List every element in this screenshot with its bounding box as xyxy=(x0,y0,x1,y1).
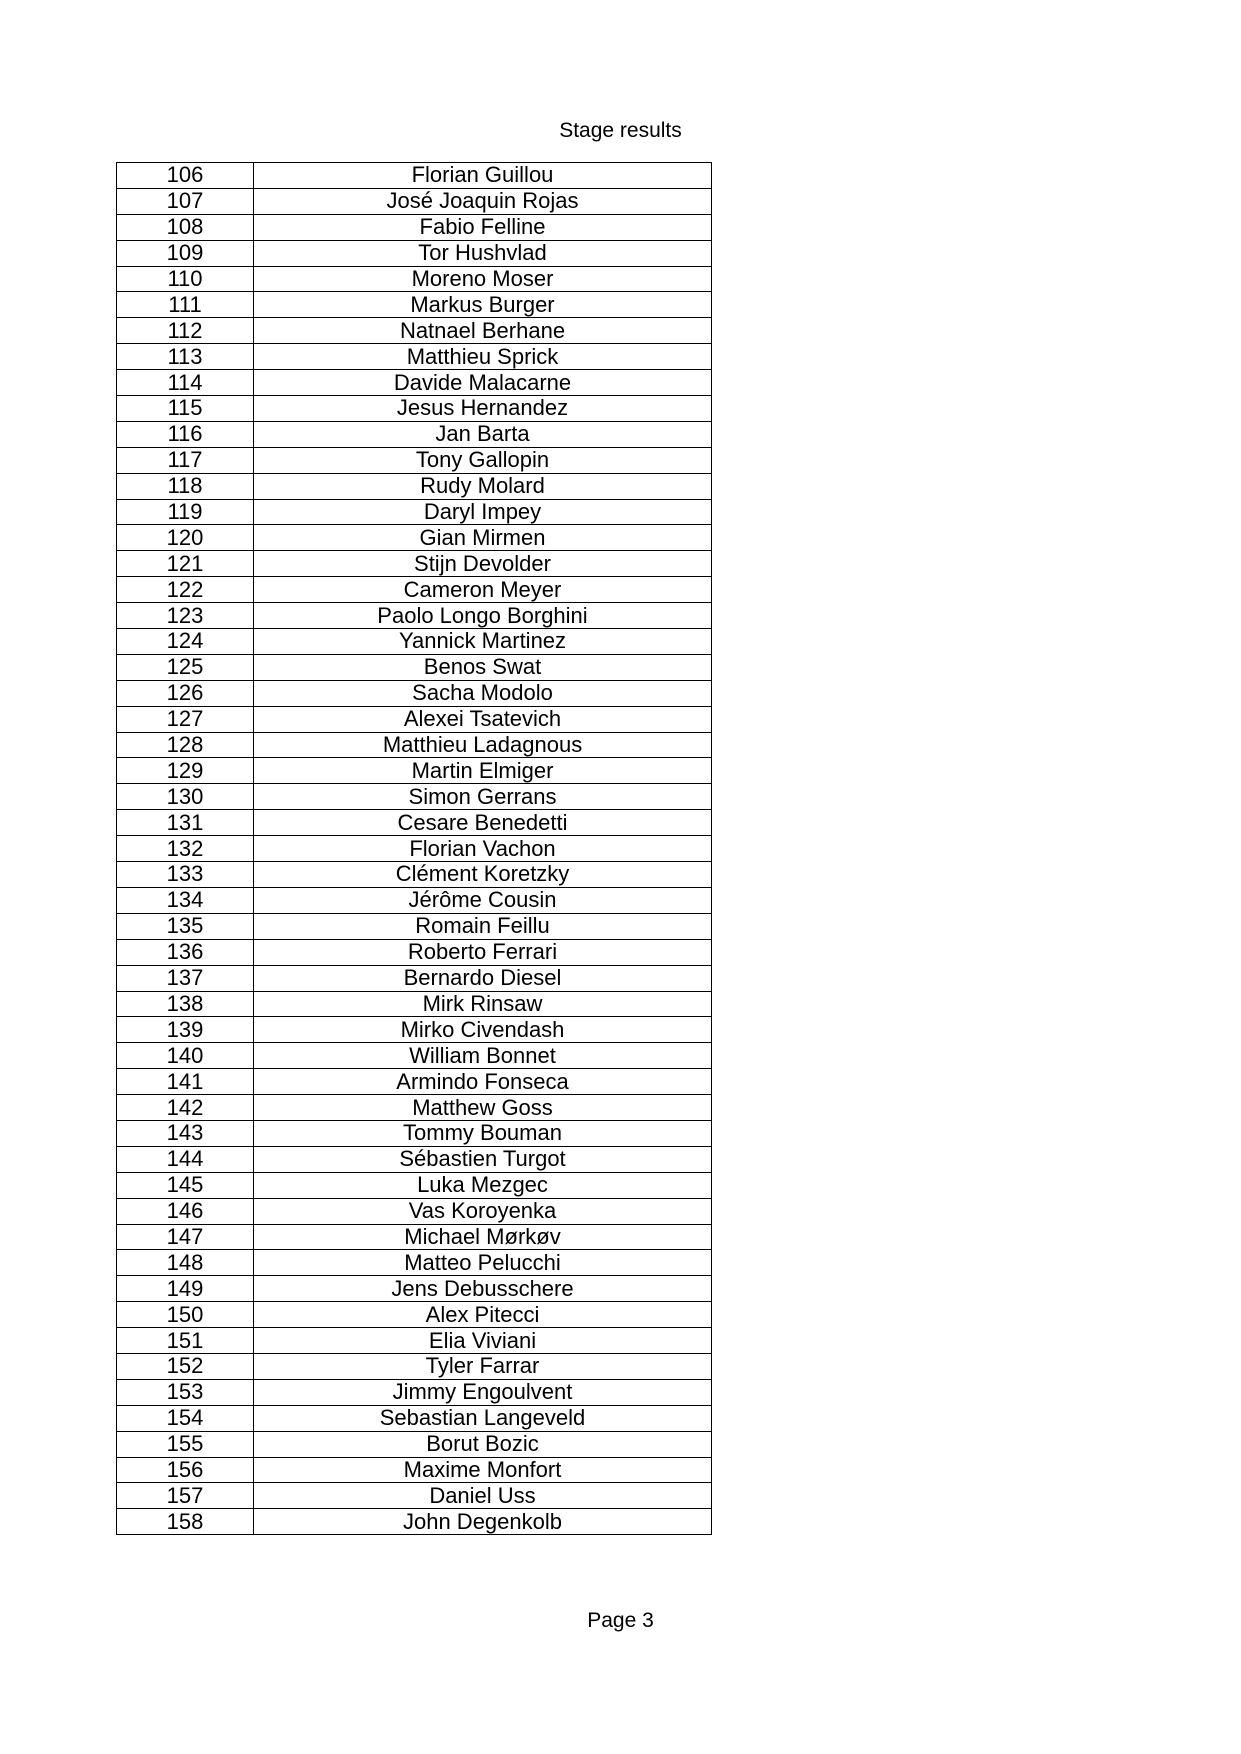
rider-name: Mirko Civendash xyxy=(254,1017,712,1043)
rider-rank: 111 xyxy=(117,292,254,318)
table-row xyxy=(117,654,712,680)
rider-name: Cameron Meyer xyxy=(254,577,712,603)
rider-rank: 142 xyxy=(117,1095,254,1121)
rider-rank: 129 xyxy=(117,758,254,784)
rider-name: Davide Malacarne xyxy=(254,370,712,396)
rider-name: Matthew Goss xyxy=(254,1095,712,1121)
rider-rank: 156 xyxy=(117,1457,254,1483)
table-row xyxy=(117,163,712,189)
rider-rank: 114 xyxy=(117,370,254,396)
rider-name: Rudy Molard xyxy=(254,473,712,499)
table-row xyxy=(117,318,712,344)
rider-rank: 148 xyxy=(117,1250,254,1276)
rider-rank: 127 xyxy=(117,706,254,732)
stage-results-table xyxy=(116,162,712,1535)
rider-name: Tor Hushvlad xyxy=(254,240,712,266)
table-row xyxy=(117,784,712,810)
table-row xyxy=(117,810,712,836)
rider-rank: 147 xyxy=(117,1224,254,1250)
rider-rank: 143 xyxy=(117,1120,254,1146)
table-row xyxy=(117,1405,712,1431)
table-row xyxy=(117,1483,712,1509)
rider-name: Romain Feillu xyxy=(254,913,712,939)
rider-rank: 124 xyxy=(117,629,254,655)
rider-name: Stijn Devolder xyxy=(254,551,712,577)
rider-name: Borut Bozic xyxy=(254,1431,712,1457)
rider-rank: 108 xyxy=(117,214,254,240)
table-row xyxy=(117,629,712,655)
rider-name: Luka Mezgec xyxy=(254,1172,712,1198)
rider-rank: 145 xyxy=(117,1172,254,1198)
rider-name: Benos Swat xyxy=(254,654,712,680)
rider-name: Alexei Tsatevich xyxy=(254,706,712,732)
rider-name: Alex Pitecci xyxy=(254,1302,712,1328)
rider-rank: 106 xyxy=(117,163,254,189)
table-row xyxy=(117,680,712,706)
rider-rank: 146 xyxy=(117,1198,254,1224)
rider-name: Sacha Modolo xyxy=(254,680,712,706)
rider-name: Tony Gallopin xyxy=(254,447,712,473)
rider-name: Jens Debusschere xyxy=(254,1276,712,1302)
rider-name: Jérôme Cousin xyxy=(254,887,712,913)
table-row xyxy=(117,214,712,240)
rider-name: Simon Gerrans xyxy=(254,784,712,810)
table-row xyxy=(117,913,712,939)
rider-rank: 122 xyxy=(117,577,254,603)
stage-results-table-body xyxy=(117,163,712,1535)
rider-name: Yannick Martinez xyxy=(254,629,712,655)
rider-rank: 153 xyxy=(117,1379,254,1405)
rider-rank: 130 xyxy=(117,784,254,810)
table-row xyxy=(117,1379,712,1405)
table-row xyxy=(117,499,712,525)
rider-rank: 150 xyxy=(117,1302,254,1328)
table-row xyxy=(117,1224,712,1250)
table-row xyxy=(117,473,712,499)
rider-rank: 132 xyxy=(117,836,254,862)
rider-rank: 117 xyxy=(117,447,254,473)
rider-name: Tyler Farrar xyxy=(254,1353,712,1379)
table-row xyxy=(117,525,712,551)
table-row xyxy=(117,939,712,965)
rider-rank: 149 xyxy=(117,1276,254,1302)
table-row xyxy=(117,965,712,991)
rider-rank: 155 xyxy=(117,1431,254,1457)
rider-name: José Joaquin Rojas xyxy=(254,188,712,214)
table-row xyxy=(117,370,712,396)
rider-rank: 118 xyxy=(117,473,254,499)
rider-name: Mirk Rinsaw xyxy=(254,991,712,1017)
rider-rank: 137 xyxy=(117,965,254,991)
rider-rank: 134 xyxy=(117,887,254,913)
table-row xyxy=(117,706,712,732)
table-row xyxy=(117,1457,712,1483)
rider-rank: 152 xyxy=(117,1353,254,1379)
table-row xyxy=(117,1328,712,1354)
page-footer: Page 3 xyxy=(587,1609,654,1632)
table-row xyxy=(117,603,712,629)
rider-rank: 120 xyxy=(117,525,254,551)
rider-name: Sébastien Turgot xyxy=(254,1146,712,1172)
rider-name: Florian Guillou xyxy=(254,163,712,189)
table-row xyxy=(117,1509,712,1535)
table-row xyxy=(117,1146,712,1172)
rider-name: Tommy Bouman xyxy=(254,1120,712,1146)
table-row xyxy=(117,1120,712,1146)
page-title: Stage results xyxy=(559,119,682,142)
rider-rank: 119 xyxy=(117,499,254,525)
rider-name: Jimmy Engoulvent xyxy=(254,1379,712,1405)
table-row xyxy=(117,1198,712,1224)
rider-rank: 139 xyxy=(117,1017,254,1043)
rider-name: Vas Koroyenka xyxy=(254,1198,712,1224)
rider-rank: 116 xyxy=(117,421,254,447)
table-row xyxy=(117,240,712,266)
rider-rank: 133 xyxy=(117,862,254,888)
rider-name: William Bonnet xyxy=(254,1043,712,1069)
rider-name: Martin Elmiger xyxy=(254,758,712,784)
table-row xyxy=(117,758,712,784)
rider-name: Markus Burger xyxy=(254,292,712,318)
rider-rank: 109 xyxy=(117,240,254,266)
rider-name: Matteo Pelucchi xyxy=(254,1250,712,1276)
rider-rank: 158 xyxy=(117,1509,254,1535)
table-row xyxy=(117,1302,712,1328)
table-row xyxy=(117,1069,712,1095)
table-row xyxy=(117,551,712,577)
table-row xyxy=(117,396,712,422)
rider-name: John Degenkolb xyxy=(254,1509,712,1535)
rider-name: Jesus Hernandez xyxy=(254,396,712,422)
rider-name: Michael Mørkøv xyxy=(254,1224,712,1250)
table-row xyxy=(117,577,712,603)
rider-rank: 136 xyxy=(117,939,254,965)
table-row xyxy=(117,732,712,758)
rider-name: Fabio Felline xyxy=(254,214,712,240)
table-row xyxy=(117,1276,712,1302)
rider-name: Natnael Berhane xyxy=(254,318,712,344)
rider-name: Florian Vachon xyxy=(254,836,712,862)
rider-name: Clément Koretzky xyxy=(254,862,712,888)
table-row xyxy=(117,1043,712,1069)
rider-name: Paolo Longo Borghini xyxy=(254,603,712,629)
rider-name: Matthieu Sprick xyxy=(254,344,712,370)
table-row xyxy=(117,991,712,1017)
rider-rank: 144 xyxy=(117,1146,254,1172)
rider-rank: 154 xyxy=(117,1405,254,1431)
rider-name: Maxime Monfort xyxy=(254,1457,712,1483)
rider-rank: 151 xyxy=(117,1328,254,1354)
rider-name: Jan Barta xyxy=(254,421,712,447)
rider-name: Daniel Uss xyxy=(254,1483,712,1509)
rider-rank: 138 xyxy=(117,991,254,1017)
table-row xyxy=(117,836,712,862)
rider-rank: 128 xyxy=(117,732,254,758)
rider-name: Gian Mirmen xyxy=(254,525,712,551)
table-row xyxy=(117,1353,712,1379)
rider-name: Cesare Benedetti xyxy=(254,810,712,836)
rider-rank: 113 xyxy=(117,344,254,370)
table-row xyxy=(117,447,712,473)
rider-name: Daryl Impey xyxy=(254,499,712,525)
rider-rank: 115 xyxy=(117,396,254,422)
table-row xyxy=(117,292,712,318)
rider-name: Sebastian Langeveld xyxy=(254,1405,712,1431)
rider-rank: 110 xyxy=(117,266,254,292)
table-row xyxy=(117,188,712,214)
table-row xyxy=(117,1172,712,1198)
table-row xyxy=(117,1017,712,1043)
rider-name: Armindo Fonseca xyxy=(254,1069,712,1095)
rider-rank: 135 xyxy=(117,913,254,939)
rider-name: Moreno Moser xyxy=(254,266,712,292)
rider-name: Matthieu Ladagnous xyxy=(254,732,712,758)
table-row xyxy=(117,1095,712,1121)
rider-name: Roberto Ferrari xyxy=(254,939,712,965)
rider-rank: 107 xyxy=(117,188,254,214)
rider-rank: 126 xyxy=(117,680,254,706)
rider-rank: 141 xyxy=(117,1069,254,1095)
rider-rank: 131 xyxy=(117,810,254,836)
table-row xyxy=(117,887,712,913)
rider-rank: 125 xyxy=(117,654,254,680)
rider-rank: 157 xyxy=(117,1483,254,1509)
table-row xyxy=(117,344,712,370)
rider-name: Elia Viviani xyxy=(254,1328,712,1354)
table-row xyxy=(117,1250,712,1276)
rider-rank: 121 xyxy=(117,551,254,577)
table-row xyxy=(117,421,712,447)
rider-rank: 123 xyxy=(117,603,254,629)
table-row xyxy=(117,266,712,292)
table-row xyxy=(117,1431,712,1457)
rider-name: Bernardo Diesel xyxy=(254,965,712,991)
table-row xyxy=(117,862,712,888)
rider-rank: 112 xyxy=(117,318,254,344)
rider-rank: 140 xyxy=(117,1043,254,1069)
